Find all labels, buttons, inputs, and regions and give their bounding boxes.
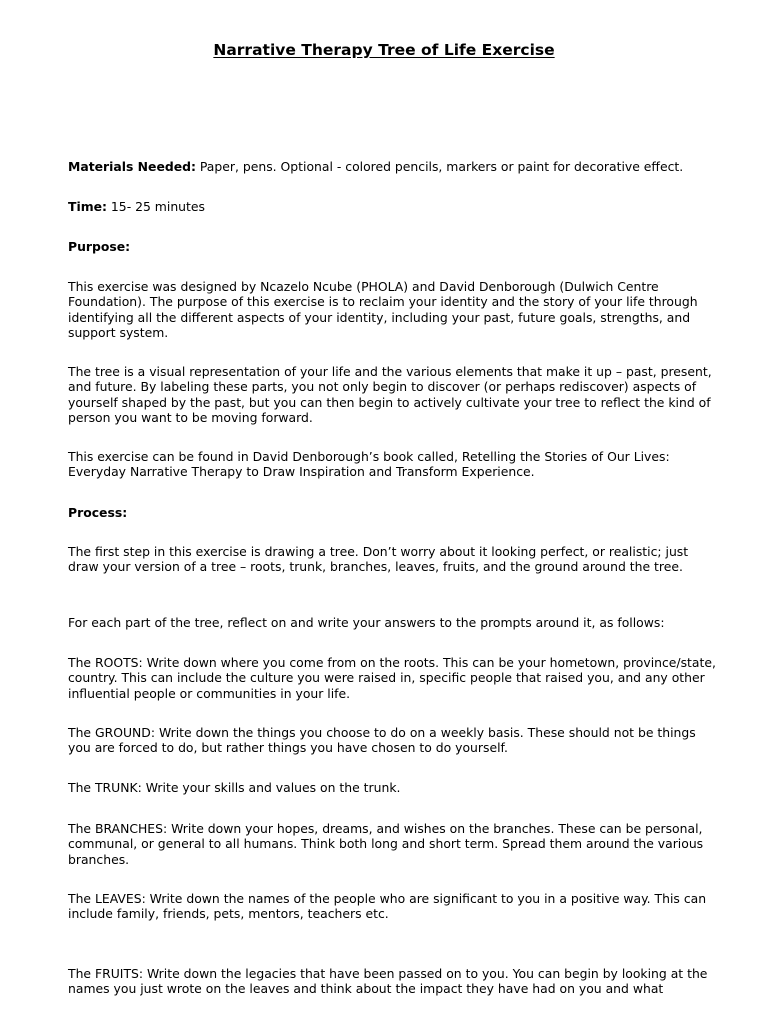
ground-paragraph: The GROUND: Write down the things you choose to do on a weekly basis. These should not be things you are forced to do, but rather things you have chosen to do yourself. (68, 725, 696, 756)
purpose-paragraph: This exercise was designed by Ncazelo Ncube (PHOLA) and David Denborough (Dulwich Centre Foundation). The purpose of this exercise is to reclaim your identity and the story of your life through identifying all the different aspects of your identity, including your past, future goals, strengths, and support system. (68, 279, 698, 340)
time-label: Time: (68, 199, 107, 214)
purpose-paragraph: This exercise can be found in David Denborough’s book called, Retelling the Stories of Our Lives: Everyday Narrative Therapy to Draw Inspiration and Transform Experience. (68, 449, 670, 480)
branches-paragraph: The BRANCHES: Write down your hopes, dreams, and wishes on the branches. These can be personal, communal, or general to all humans. Think both long and short term. Spread them around the various branches. (68, 821, 704, 867)
materials-text: Paper, pens. Optional - colored pencils, markers or paint for decorative effect. (195, 159, 684, 174)
process-heading: Process: (68, 505, 128, 520)
time-text: 15- 25 minutes (106, 199, 205, 214)
purpose-heading: Purpose: (68, 239, 131, 254)
trunk-paragraph: The TRUNK: Write your skills and values on the trunk. (68, 780, 401, 795)
roots-paragraph: The ROOTS: Write down where you come from on the roots. This can be your hometown, province/state, country. This can include the culture you were raised in, specific people that raised you, and any other influential people or communities in your life. (68, 655, 716, 701)
time-line (68, 199, 720, 214)
process-paragraph: For each part of the tree, reflect on and write your answers to the prompts around it, as follows: (68, 615, 665, 630)
materials-line (68, 159, 720, 174)
purpose-paragraph: The tree is a visual representation of your life and the various elements that make it up – past, present, and future. By labeling these parts, you not only begin to discover (or perhaps rediscover) aspects of yourself shaped by the past, but you can then begin to actively cultivate your tree to reflect the kind of person you want to be moving forward. (68, 364, 712, 425)
materials-label: Materials Needed: (68, 159, 196, 174)
process-paragraph: The first step in this exercise is drawing a tree. Don’t worry about it looking perfect, or realistic; just draw your version of a tree – roots, trunk, branches, leaves, fruits, and the ground around the tree. (68, 544, 689, 575)
page-title: Narrative Therapy Tree of Life Exercise (213, 41, 555, 59)
fruits-paragraph: The FRUITS: Write down the legacies that have been passed on to you. You can begin by looking at the names you just wrote on the leaves and think about the impact they have had on you and what (68, 966, 708, 997)
leaves-paragraph: The LEAVES: Write down the names of the people who are significant to you in a positive way. This can include family, friends, pets, mentors, teachers etc. (68, 891, 707, 922)
